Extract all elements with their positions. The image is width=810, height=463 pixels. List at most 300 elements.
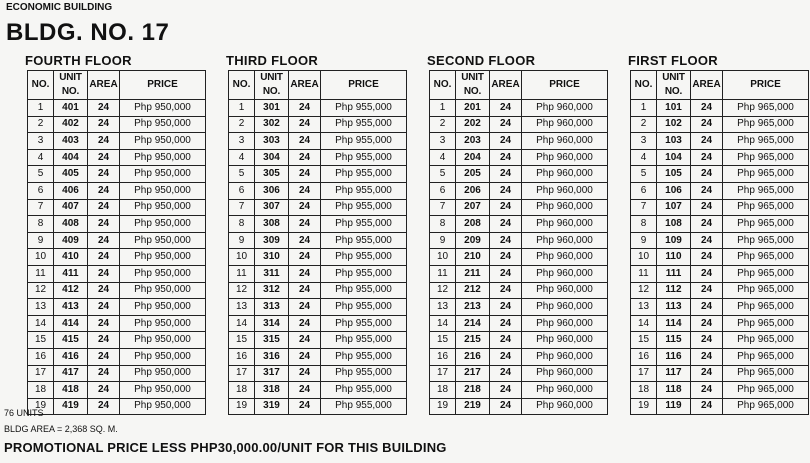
page-title: BLDG. NO. 17 — [6, 19, 170, 46]
unit-price: Php 950,000 — [120, 348, 206, 365]
unit-number: 314 — [255, 315, 289, 332]
unit-area: 24 — [289, 348, 321, 365]
table-row — [631, 348, 809, 365]
unit-area: 24 — [88, 382, 120, 399]
row-number: 5 — [28, 166, 54, 183]
table-row — [430, 116, 608, 133]
row-number: 12 — [28, 282, 54, 299]
units-table — [27, 70, 206, 415]
unit-area: 24 — [691, 315, 723, 332]
unit-price: Php 960,000 — [522, 133, 608, 150]
units-total: 76 UNITS — [4, 408, 44, 418]
row-number: 19 — [430, 398, 456, 415]
unit-number: 204 — [456, 149, 490, 166]
unit-area: 24 — [691, 216, 723, 233]
unit-area: 24 — [691, 382, 723, 399]
table-row — [229, 265, 407, 282]
table-row — [28, 116, 206, 133]
table-row — [229, 199, 407, 216]
table-row — [28, 332, 206, 349]
unit-price: Php 950,000 — [120, 100, 206, 117]
row-number: 8 — [430, 216, 456, 233]
table-row — [229, 398, 407, 415]
unit-price: Php 955,000 — [321, 315, 407, 332]
table-row — [430, 265, 608, 282]
table-row — [430, 133, 608, 150]
row-number: 13 — [631, 299, 657, 316]
unit-area: 24 — [490, 348, 522, 365]
unit-area: 24 — [490, 332, 522, 349]
unit-price: Php 965,000 — [723, 299, 809, 316]
unit-number: 417 — [54, 365, 88, 382]
unit-area: 24 — [88, 315, 120, 332]
row-number: 4 — [28, 149, 54, 166]
price-header: PRICE — [723, 71, 809, 100]
row-number: 11 — [430, 265, 456, 282]
floor-block — [429, 53, 608, 415]
unit-price: Php 965,000 — [723, 216, 809, 233]
row-number: 16 — [430, 348, 456, 365]
unit-no-header: UNIT NO. — [456, 71, 490, 100]
unit-number: 408 — [54, 216, 88, 233]
building-area: BLDG AREA = 2,368 SQ. M. — [4, 424, 118, 434]
unit-price: Php 960,000 — [522, 398, 608, 415]
row-number: 13 — [28, 299, 54, 316]
unit-area: 24 — [490, 398, 522, 415]
unit-no-header: UNIT NO. — [657, 71, 691, 100]
header-row — [430, 71, 608, 100]
unit-price: Php 955,000 — [321, 149, 407, 166]
table-row — [28, 100, 206, 117]
unit-area: 24 — [88, 182, 120, 199]
unit-price: Php 950,000 — [120, 282, 206, 299]
unit-area: 24 — [490, 365, 522, 382]
unit-area: 24 — [88, 133, 120, 150]
row-number: 13 — [430, 299, 456, 316]
row-number: 1 — [28, 100, 54, 117]
unit-price: Php 955,000 — [321, 299, 407, 316]
unit-price: Php 960,000 — [522, 365, 608, 382]
unit-number: 112 — [657, 282, 691, 299]
row-number: 14 — [28, 315, 54, 332]
unit-price: Php 960,000 — [522, 332, 608, 349]
table-row — [430, 182, 608, 199]
table-row — [229, 166, 407, 183]
unit-area: 24 — [490, 299, 522, 316]
row-number: 9 — [28, 232, 54, 249]
row-number: 12 — [229, 282, 255, 299]
row-number: 8 — [229, 216, 255, 233]
unit-area: 24 — [691, 100, 723, 117]
table-row — [631, 299, 809, 316]
unit-number: 116 — [657, 348, 691, 365]
unit-number: 114 — [657, 315, 691, 332]
unit-price: Php 955,000 — [321, 332, 407, 349]
unit-area: 24 — [88, 348, 120, 365]
floor-name: FOURTH FLOOR — [25, 53, 132, 68]
unit-price: Php 950,000 — [120, 199, 206, 216]
row-number: 16 — [631, 348, 657, 365]
unit-number: 101 — [657, 100, 691, 117]
row-number: 14 — [229, 315, 255, 332]
unit-area: 24 — [289, 365, 321, 382]
unit-number: 213 — [456, 299, 490, 316]
unit-price: Php 955,000 — [321, 265, 407, 282]
unit-price: Php 950,000 — [120, 398, 206, 415]
unit-area: 24 — [289, 166, 321, 183]
unit-price: Php 965,000 — [723, 232, 809, 249]
unit-number: 309 — [255, 232, 289, 249]
unit-price: Php 950,000 — [120, 166, 206, 183]
table-row — [631, 182, 809, 199]
table-row — [28, 216, 206, 233]
unit-number: 118 — [657, 382, 691, 399]
row-number: 11 — [631, 265, 657, 282]
unit-number: 217 — [456, 365, 490, 382]
unit-number: 406 — [54, 182, 88, 199]
unit-number: 410 — [54, 249, 88, 266]
unit-area: 24 — [691, 149, 723, 166]
unit-number: 405 — [54, 166, 88, 183]
row-number: 2 — [229, 116, 255, 133]
table-row — [28, 249, 206, 266]
unit-price: Php 950,000 — [120, 315, 206, 332]
unit-number: 105 — [657, 166, 691, 183]
unit-area: 24 — [490, 216, 522, 233]
area-header: AREA — [691, 71, 723, 100]
unit-price: Php 960,000 — [522, 199, 608, 216]
row-number: 9 — [229, 232, 255, 249]
unit-area: 24 — [691, 232, 723, 249]
table-row — [430, 249, 608, 266]
row-number: 12 — [631, 282, 657, 299]
unit-area: 24 — [691, 332, 723, 349]
table-row — [229, 116, 407, 133]
row-number: 4 — [631, 149, 657, 166]
unit-price: Php 950,000 — [120, 365, 206, 382]
row-number: 1 — [631, 100, 657, 117]
table-row — [631, 315, 809, 332]
area-header: AREA — [289, 71, 321, 100]
unit-area: 24 — [88, 249, 120, 266]
unit-number: 302 — [255, 116, 289, 133]
unit-number: 205 — [456, 166, 490, 183]
unit-area: 24 — [289, 315, 321, 332]
unit-price: Php 965,000 — [723, 315, 809, 332]
header-row — [229, 71, 407, 100]
row-number: 5 — [430, 166, 456, 183]
unit-number: 208 — [456, 216, 490, 233]
unit-number: 210 — [456, 249, 490, 266]
floor-block — [27, 53, 206, 415]
unit-number: 111 — [657, 265, 691, 282]
unit-area: 24 — [490, 265, 522, 282]
unit-area: 24 — [88, 100, 120, 117]
unit-area: 24 — [289, 299, 321, 316]
unit-price: Php 955,000 — [321, 182, 407, 199]
row-number: 9 — [430, 232, 456, 249]
unit-area: 24 — [88, 116, 120, 133]
unit-price: Php 965,000 — [723, 149, 809, 166]
row-number: 10 — [28, 249, 54, 266]
row-number: 10 — [430, 249, 456, 266]
table-row — [229, 249, 407, 266]
unit-area: 24 — [490, 315, 522, 332]
unit-number: 306 — [255, 182, 289, 199]
row-number: 15 — [229, 332, 255, 349]
row-number: 6 — [631, 182, 657, 199]
table-row — [631, 282, 809, 299]
row-number: 4 — [229, 149, 255, 166]
table-row — [430, 216, 608, 233]
table-row — [430, 232, 608, 249]
unit-price: Php 955,000 — [321, 348, 407, 365]
row-number: 7 — [430, 199, 456, 216]
unit-number: 419 — [54, 398, 88, 415]
unit-price: Php 965,000 — [723, 282, 809, 299]
unit-no-header: UNIT NO. — [54, 71, 88, 100]
table-row — [229, 100, 407, 117]
table-row — [229, 348, 407, 365]
unit-number: 109 — [657, 232, 691, 249]
unit-price: Php 955,000 — [321, 216, 407, 233]
price-header: PRICE — [522, 71, 608, 100]
unit-number: 218 — [456, 382, 490, 399]
unit-price: Php 960,000 — [522, 100, 608, 117]
unit-number: 207 — [456, 199, 490, 216]
unit-area: 24 — [691, 116, 723, 133]
unit-number: 318 — [255, 382, 289, 399]
unit-number: 201 — [456, 100, 490, 117]
unit-number: 303 — [255, 133, 289, 150]
unit-price: Php 955,000 — [321, 365, 407, 382]
unit-price: Php 955,000 — [321, 199, 407, 216]
table-row — [229, 332, 407, 349]
table-row — [430, 149, 608, 166]
row-number: 19 — [229, 398, 255, 415]
unit-price: Php 965,000 — [723, 332, 809, 349]
unit-price: Php 960,000 — [522, 249, 608, 266]
unit-area: 24 — [88, 398, 120, 415]
unit-price: Php 955,000 — [321, 232, 407, 249]
unit-area: 24 — [691, 133, 723, 150]
row-number: 14 — [430, 315, 456, 332]
row-number: 19 — [28, 398, 54, 415]
table-row — [28, 348, 206, 365]
unit-area: 24 — [88, 149, 120, 166]
table-row — [28, 365, 206, 382]
unit-price: Php 955,000 — [321, 133, 407, 150]
unit-price: Php 950,000 — [120, 249, 206, 266]
unit-number: 119 — [657, 398, 691, 415]
table-row — [28, 149, 206, 166]
unit-number: 311 — [255, 265, 289, 282]
row-number: 8 — [631, 216, 657, 233]
unit-area: 24 — [88, 265, 120, 282]
table-row — [28, 265, 206, 282]
floor-name: FIRST FLOOR — [628, 53, 718, 68]
table-row — [229, 365, 407, 382]
row-number: 18 — [229, 382, 255, 399]
unit-number: 102 — [657, 116, 691, 133]
row-number: 7 — [28, 199, 54, 216]
unit-price: Php 950,000 — [120, 332, 206, 349]
row-number: 17 — [229, 365, 255, 382]
unit-number: 418 — [54, 382, 88, 399]
table-row — [631, 166, 809, 183]
row-number: 17 — [430, 365, 456, 382]
unit-price: Php 950,000 — [120, 232, 206, 249]
unit-price: Php 955,000 — [321, 249, 407, 266]
unit-area: 24 — [490, 166, 522, 183]
unit-price: Php 960,000 — [522, 116, 608, 133]
unit-number: 401 — [54, 100, 88, 117]
unit-price: Php 960,000 — [522, 315, 608, 332]
table-row — [430, 199, 608, 216]
unit-area: 24 — [88, 299, 120, 316]
unit-area: 24 — [88, 166, 120, 183]
unit-price: Php 955,000 — [321, 116, 407, 133]
table-row — [229, 315, 407, 332]
unit-number: 316 — [255, 348, 289, 365]
unit-area: 24 — [289, 249, 321, 266]
unit-price: Php 960,000 — [522, 348, 608, 365]
unit-number: 403 — [54, 133, 88, 150]
row-number: 9 — [631, 232, 657, 249]
table-row — [28, 232, 206, 249]
row-number: 19 — [631, 398, 657, 415]
unit-area: 24 — [490, 232, 522, 249]
unit-price: Php 965,000 — [723, 348, 809, 365]
unit-area: 24 — [289, 133, 321, 150]
unit-number: 108 — [657, 216, 691, 233]
row-number: 2 — [28, 116, 54, 133]
unit-area: 24 — [490, 282, 522, 299]
row-number: 17 — [631, 365, 657, 382]
unit-price: Php 950,000 — [120, 116, 206, 133]
table-row — [229, 182, 407, 199]
table-row — [430, 365, 608, 382]
unit-price: Php 960,000 — [522, 216, 608, 233]
unit-area: 24 — [691, 348, 723, 365]
unit-price: Php 960,000 — [522, 382, 608, 399]
header-row — [631, 71, 809, 100]
unit-area: 24 — [88, 199, 120, 216]
unit-area: 24 — [88, 332, 120, 349]
unit-price: Php 960,000 — [522, 149, 608, 166]
unit-price: Php 965,000 — [723, 182, 809, 199]
table-row — [430, 348, 608, 365]
unit-number: 104 — [657, 149, 691, 166]
row-number: 7 — [229, 199, 255, 216]
table-row — [631, 249, 809, 266]
unit-area: 24 — [289, 382, 321, 399]
unit-price: Php 955,000 — [321, 398, 407, 415]
price-header: PRICE — [120, 71, 206, 100]
unit-number: 110 — [657, 249, 691, 266]
unit-price: Php 950,000 — [120, 182, 206, 199]
table-row — [28, 199, 206, 216]
unit-price: Php 960,000 — [522, 232, 608, 249]
unit-area: 24 — [289, 332, 321, 349]
row-number: 7 — [631, 199, 657, 216]
row-number: 11 — [229, 265, 255, 282]
row-number: 11 — [28, 265, 54, 282]
row-number: 18 — [430, 382, 456, 399]
table-row — [631, 116, 809, 133]
unit-number: 117 — [657, 365, 691, 382]
units-table — [429, 70, 608, 415]
no-header: NO. — [430, 71, 456, 100]
table-row — [28, 182, 206, 199]
price-header: PRICE — [321, 71, 407, 100]
unit-area: 24 — [691, 299, 723, 316]
unit-number: 214 — [456, 315, 490, 332]
unit-price: Php 955,000 — [321, 382, 407, 399]
unit-number: 313 — [255, 299, 289, 316]
unit-price: Php 965,000 — [723, 382, 809, 399]
unit-number: 215 — [456, 332, 490, 349]
unit-area: 24 — [691, 365, 723, 382]
row-number: 12 — [430, 282, 456, 299]
row-number: 6 — [229, 182, 255, 199]
unit-area: 24 — [289, 182, 321, 199]
row-number: 14 — [631, 315, 657, 332]
unit-area: 24 — [691, 265, 723, 282]
unit-area: 24 — [490, 100, 522, 117]
units-table — [228, 70, 407, 415]
promo-note: PROMOTIONAL PRICE LESS PHP30,000.00/UNIT FOR THIS BUILDING — [4, 440, 447, 455]
table-row — [631, 133, 809, 150]
no-header: NO. — [631, 71, 657, 100]
unit-number: 219 — [456, 398, 490, 415]
unit-price: Php 965,000 — [723, 100, 809, 117]
row-number: 10 — [229, 249, 255, 266]
table-row — [430, 382, 608, 399]
unit-area: 24 — [490, 382, 522, 399]
unit-price: Php 965,000 — [723, 398, 809, 415]
row-number: 17 — [28, 365, 54, 382]
units-table — [630, 70, 809, 415]
row-number: 16 — [229, 348, 255, 365]
unit-number: 305 — [255, 166, 289, 183]
floor-block — [228, 53, 407, 415]
unit-number: 113 — [657, 299, 691, 316]
unit-area: 24 — [88, 232, 120, 249]
table-row — [229, 133, 407, 150]
unit-price: Php 965,000 — [723, 265, 809, 282]
unit-price: Php 950,000 — [120, 149, 206, 166]
unit-area: 24 — [691, 249, 723, 266]
header-row — [28, 71, 206, 100]
floor-name: THIRD FLOOR — [226, 53, 319, 68]
row-number: 10 — [631, 249, 657, 266]
unit-number: 416 — [54, 348, 88, 365]
unit-number: 315 — [255, 332, 289, 349]
floor-block — [630, 53, 809, 415]
unit-area: 24 — [490, 199, 522, 216]
unit-number: 209 — [456, 232, 490, 249]
row-number: 6 — [430, 182, 456, 199]
unit-number: 407 — [54, 199, 88, 216]
unit-price: Php 950,000 — [120, 133, 206, 150]
unit-price: Php 955,000 — [321, 166, 407, 183]
table-row — [631, 100, 809, 117]
unit-area: 24 — [691, 282, 723, 299]
table-row — [430, 315, 608, 332]
unit-number: 310 — [255, 249, 289, 266]
unit-number: 203 — [456, 133, 490, 150]
